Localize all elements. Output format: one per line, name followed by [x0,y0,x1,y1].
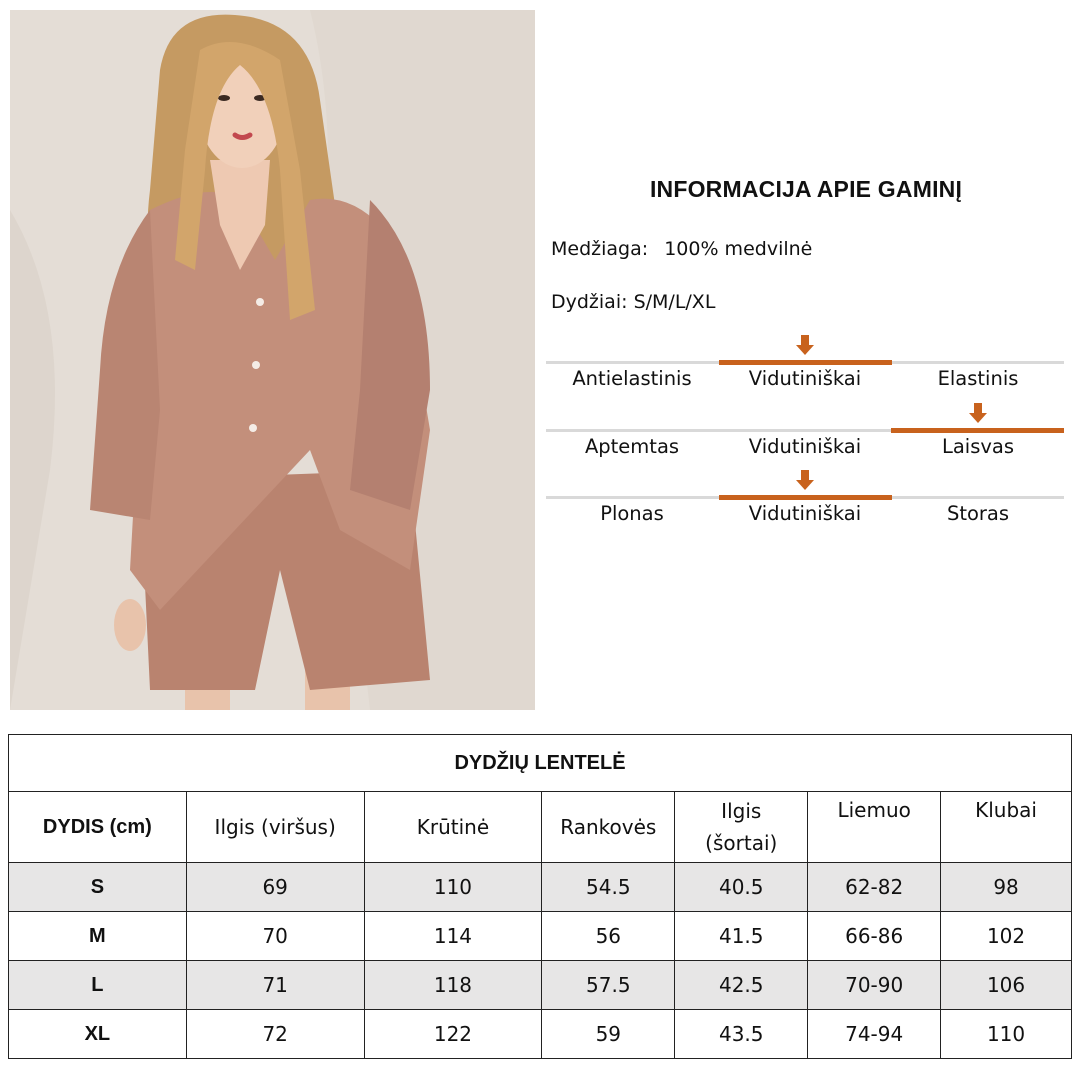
material-value: 100% medvilnė [664,238,813,260]
scale-selected-segment [719,360,892,365]
size-table-title: DYDŽIŲ LENTELĖ [9,735,1072,792]
size-label-cell: XL [9,1010,187,1059]
scale-option: Laisvas [941,435,1015,458]
table-cell: 110 [364,863,542,912]
column-header: Ilgis (viršus) [186,792,364,863]
scale-selected-segment [719,495,892,500]
scale-option: Vidutiniškai [748,502,862,525]
scale-option: Elastinis [937,367,1019,390]
table-cell: 42.5 [675,961,808,1010]
sizes-line [551,291,715,313]
scale-option: Antielastinis [572,367,692,390]
size-label-cell: M [9,912,187,961]
table-cell: 71 [186,961,364,1010]
table-cell: 118 [364,961,542,1010]
scale-option: Storas [946,502,1010,525]
thickness-scale [546,496,1064,546]
table-cell: 122 [364,1010,542,1059]
table-cell: 114 [364,912,542,961]
material-label: Medžiaga: [551,238,649,260]
table-row [9,912,1072,961]
elasticity-scale [546,361,1064,411]
table-cell: 110 [941,1010,1072,1059]
column-header: Klubai [941,792,1072,863]
model-illustration [10,10,535,710]
column-header: DYDIS (cm) [9,792,187,863]
scale-option: Vidutiniškai [748,367,862,390]
table-cell: 56 [542,912,675,961]
table-cell: 98 [941,863,1072,912]
product-info-title: INFORMACIJA APIE GAMINĮ [649,176,963,202]
column-header: Ilgis (šortai) [675,792,808,863]
material-line [551,238,812,260]
sizes-value: S/M/L/XL [633,291,716,313]
product-photo [10,10,535,710]
table-row [9,863,1072,912]
table-cell: 59 [542,1010,675,1059]
column-header: Rankovės [542,792,675,863]
table-cell: 54.5 [542,863,675,912]
scale-option: Vidutiniškai [748,435,862,458]
table-cell: 66-86 [808,912,941,961]
table-cell: 57.5 [542,961,675,1010]
size-label-cell: S [9,863,187,912]
column-header: Krūtinė [364,792,542,863]
table-cell: 40.5 [675,863,808,912]
size-table-header-row [9,792,1072,863]
table-cell: 74-94 [808,1010,941,1059]
scale-option: Aptemtas [584,435,680,458]
size-label-cell: L [9,961,187,1010]
table-cell: 70 [186,912,364,961]
table-cell: 102 [941,912,1072,961]
sizes-label: Dydžiai: [551,291,628,313]
column-header: Liemuo [808,792,941,863]
table-cell: 72 [186,1010,364,1059]
table-cell: 62-82 [808,863,941,912]
table-cell: 106 [941,961,1072,1010]
scale-selected-segment [891,428,1064,433]
size-table [8,734,1072,1059]
scale-option: Plonas [600,502,664,525]
table-cell: 43.5 [675,1010,808,1059]
table-row [9,1010,1072,1059]
table-cell: 70-90 [808,961,941,1010]
table-cell: 41.5 [675,912,808,961]
table-cell: 69 [186,863,364,912]
table-row [9,961,1072,1010]
